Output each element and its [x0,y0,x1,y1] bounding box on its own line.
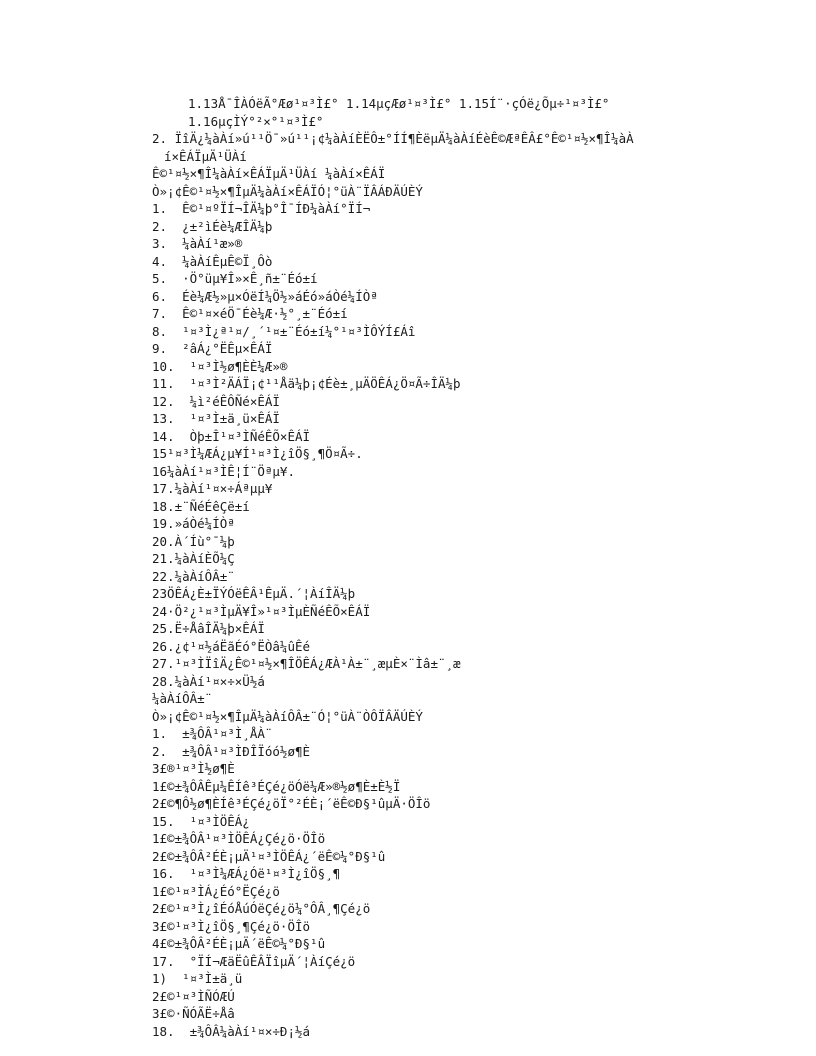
text-line: 10. ¹¤³Ì½ø¶ÈÈ¼Æ»® [152,358,288,374]
text-line: 26.¿¢¹¤½áËãÉó°ËÒâ¼ûÊé [152,638,311,654]
document-body [152,95,792,1040]
text-line: 1. Ê©¹¤ºÏÍ¬ÎÄ¼þ°Î¯ÍÐ¼àÀí°ÏÍ¬ [152,201,371,216]
text-line: 7. Ê©¹¤×éÖ¯Éè¼Æ·½°¸±¨Éó±í [152,306,348,321]
text-line: 1£©±¾ÔÂÊµ¼ÊÍê³ÉÇé¿öÓë¼Æ»®½ø¶È±È½Ï [152,778,401,794]
text-line: 28.¼àÀí¹¤×÷×Ü½á [152,673,265,689]
text-line: 19.»áÒé¼ÍÒª [152,516,235,531]
text-line: 16. ¹¤³Ì¼ÆÁ¿Óë¹¤³Ì¿îÖ§¸¶ [152,866,341,881]
text-line: 13. ¹¤³Ì±ä¸ü×ÊÁÏ [152,411,280,426]
text-line: 17. °ÏÍ¬ÆäËûÊÂÏîµÄ´¦ÀíÇé¿ö [152,953,356,969]
text-line: 3£©·ÑÓÃË÷Åâ [152,1006,235,1021]
text-line: 1) ¹¤³Ì±ä¸ü [152,971,243,986]
text-line: Ò»¡¢Ê©¹¤½×¶ÎµÄ¼àÀíÔÂ±¨Ó¦°üÀ¨ÒÔÏÂÄÚÈÝ [152,708,423,724]
text-line: Ò»¡¢Ê©¹¤½×¶ÎµÄ¼àÀí×ÊÁÏÓ¦°üÀ¨ÏÂÁÐÄÚÈÝ [152,183,423,199]
text-line: 8. ¹¤³Ì¿ª¹¤/¸´¹¤±¨Éó±í¼°¹¤³ÌÔÝÍ£Áî [152,323,416,339]
text-line: 1.13Å¯ÎÀÓëÃ°Æø¹¤³Ì£° 1.14µçÆø¹¤³Ì£° 1.15Í¨·çÓë¿Õµ÷¹¤³Ì£° [188,96,610,111]
text-line: Ê©¹¤½×¶Î¼àÀí×ÊÁÏµÄ¹ÜÀí ¼àÀí×ÊÁÏ [152,166,386,181]
text-line: 17.¼àÀí¹¤×÷Áªµµ¥ [152,481,273,496]
text-line: 2£©¶Ô½ø¶ÈÍê³ÉÇé¿öÏ°²ÉÈ¡´ëÊ©Ð§¹ûµÄ·ÖÎö [152,796,431,811]
text-line: 16¼àÀí¹¤³ÌÊ¦Í¨Öªµ¥. [152,463,295,479]
text-line: 9. ²âÁ¿°ËÊµ×ÊÁÏ [152,341,273,356]
text-line: 2£©±¾ÔÂ²ÉÈ¡µÄ¹¤³ÌÖÊÁ¿´ëÊ©¼°Ð§¹û [152,848,386,864]
text-line: 1.16µçÌÝ°²×°¹¤³Ì£° [188,113,324,129]
text-line: í×ÊÁÏµÄ¹ÜÀí [164,148,247,164]
text-line: 24·Ö²¿¹¤³ÌµÄ¥Î»¹¤³ÌµÈÑéÊÕ×ÊÁÏ [152,603,371,619]
text-line: 27.¹¤³ÌÏîÄ¿Ê©¹¤½×¶ÎÖÊÁ¿ÆÀ¹À±¨¸æµÈ×¨Ìâ±¨¸æ [152,656,461,671]
text-line: 1£©¹¤³ÌÁ¿Éó°ËÇé¿ö [152,883,280,899]
text-line: 21.¼àÀíÈÕ¼Ç [152,551,235,566]
text-line: 1. ±¾ÔÂ¹¤³Ì¸ÅÀ¨ [152,726,273,741]
text-line: 1£©±¾ÔÂ¹¤³ÌÖÊÁ¿Çé¿ö·ÖÎö [152,831,326,846]
text-line: 20.À´Íù°¯¼þ [152,533,235,549]
text-line: 2. ±¾ÔÂ¹¤³ÌÐÎÏóó½ø¶È [152,743,311,759]
text-line: 25.Ë÷ÅâÎÄ¼þ×ÊÁÏ [152,621,265,636]
text-line: ¼àÀíÔÂ±¨ [152,691,213,706]
text-line: 3£®¹¤³Ì½ø¶È [152,761,235,776]
text-line: 11. ¹¤³Ì²ÄÁÏ¡¢¹¹Åä¼þ¡¢Éè±¸µÄÖÊÁ¿Ö¤Ã÷ÎÄ¼þ [152,376,461,391]
text-line: 3£©¹¤³Ì¿îÖ§¸¶Çé¿ö·ÖÎö [152,918,311,934]
text-line: 5. ·Ö°üµ¥Î»×Ê¸ñ±¨Éó±í [152,271,318,286]
text-line: 14. Òþ±Î¹¤³ÌÑéÊÕ×ÊÁÏ [152,428,311,444]
text-line: 2£©¹¤³ÌÑÓÆÚ [152,988,235,1004]
text-line: 2. ÏîÄ¿¼àÀí»ú¹¹Ö¯»ú¹¹¡¢¼àÀíÈËÔ±°ÍÍ¶ÈëµÄ¼àÀíÉèÊ©ÆªÊÂ£°Ê©¹¤½×¶Î¼àÀ [152,131,634,146]
text-line: 4£©±¾ÔÂ²ÉÈ¡µÄ´ëÊ©¼°Ð§¹û [152,936,326,951]
text-line: 12. ¼ì²éÊÔÑé×ÊÁÏ [152,393,280,409]
text-line: 15¹¤³Ì¼ÆÁ¿µ¥Í¹¤³Ì¿îÖ§¸¶Ö¤Ã÷. [152,446,363,461]
text-line: 23ÖÊÁ¿È±ÏÝÓëÊÂ¹ÊµÄ.´¦ÀíÎÄ¼þ [152,586,356,601]
text-line: 18. ±¾ÔÂ¼àÀí¹¤×÷Ð¡½á [152,1023,311,1039]
text-line: 15. ¹¤³ÌÖÊÁ¿ [152,813,250,829]
text-line: 4. ¼àÀíÊµÊ©Ï¸Ôò [152,253,273,269]
text-line: 2. ¿±²ìÉè¼ÆÎÄ¼þ [152,218,273,234]
text-line: 3. ¼àÀí¹æ»® [152,236,243,251]
text-line: 22.¼àÀíÔÂ±¨ [152,568,235,584]
text-line: 2£©¹¤³Ì¿îÉóÅúÓëÇé¿ö¼°ÔÂ¸¶Çé¿ö [152,901,371,916]
text-line: 6. Éè¼Æ½»µ×ÓëÍ¼Ö½»áÉó»áÒé¼ÍÒª [152,288,378,304]
text-line: 18.±¨ÑéÉêÇë±í [152,498,250,514]
